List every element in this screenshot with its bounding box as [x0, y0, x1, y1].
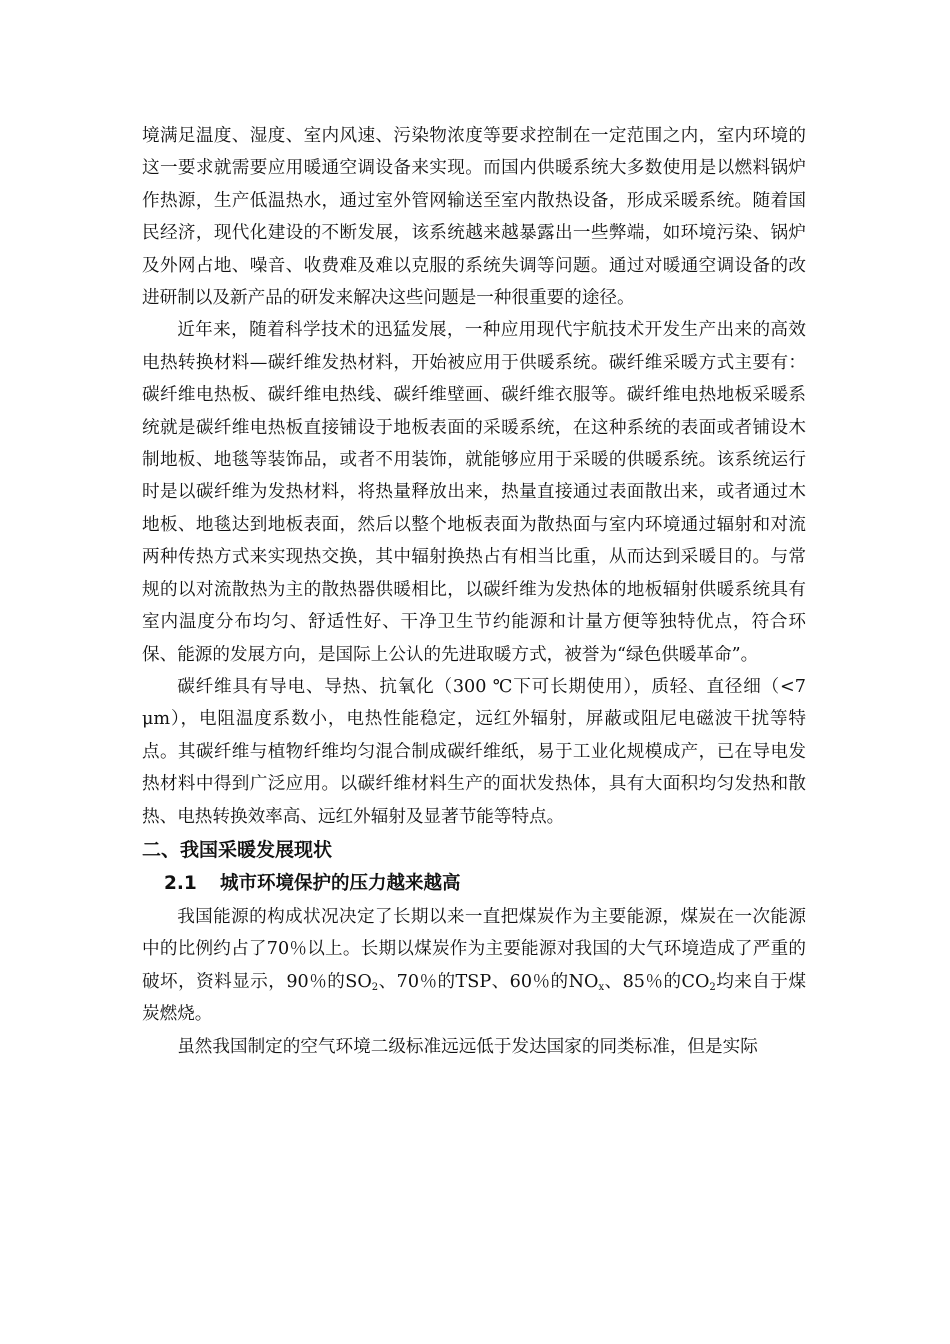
paragraph-hvac-intro-continued: 境满足温度、湿度、室内风速、污染物浓度等要求控制在一定范围之内，室内环境的这一要求就需要应用暖通空调设备来实现。而国内供暖系统大多数使用是以燃料锅炉作热源，生产低温热水，通过室外管网输送至室内散热设备，形成采暖系统。随着国民经济，现代化建设的不断发展，该系统越来越暴露出一些弊端，如环境污染、锅炉及外网占地、噪音、收费难及难以克服的系统失调等问题。通过对暖通空调设备的改进研制以及新产品的研发来解决这些问题是一种很重要的途径。 — [142, 126, 806, 309]
section-heading: 二、我国采暖发展现状 — [142, 838, 333, 861]
energy-text-part4: 均来自于煤炭燃烧。 — [142, 971, 806, 1025]
so2-subscript: 2 — [371, 981, 379, 993]
energy-text-part1: 我国能源的构成状况决定了长期以来一直把煤炭作为主要能源，煤炭在一次能源中的比例约占了70％以上。长期以煤炭作为主要能源对我国的大气环境造成了严重的破坏，资料显示，90％的SO — [142, 906, 806, 992]
document-page — [142, 120, 806, 1063]
subsection-number: 2.1 — [164, 872, 197, 894]
energy-text-part3: 、85％的CO — [604, 971, 710, 992]
paragraph-air-standard: 虽然我国制定的空气环境二级标准远远低于发达国家的同类标准，但是实际 — [177, 1036, 758, 1057]
paragraph-carbon-fiber-heating: 近年来，随着科学技术的迅猛发展，一种应用现代宇航技术开发生产出来的高效电热转换材料—碳纤维发热材料，开始被应用于供暖系统。碳纤维采暖方式主要有：碳纤维电热板、碳纤维电热线、碳纤维壁画、碳纤维衣服等。碳纤维电热地板采暖系统就是碳纤维电热板直接铺设于地板表面的采暖系统，在这种系统的表面或者铺设木制地板、地毯等装饰品，或者不用装饰，就能够应用于采暖的供暖系统。该系统运行时是以碳纤维为发热材料，将热量释放出来，热量直接通过表面散出来，或者通过木地板、地毯达到地板表面，然后以整个地板表面为散热面与室内环境通过辐射和对流两种传热方式来实现热交换，其中辐射换热占有相当比重，从而达到采暖目的。与常规的以对流散热为主的散热器供暖相比，以碳纤维为发热体的地板辐射供暖系统具有室内温度分布均匀、舒适性好、干净卫生节约能源和计量方便等独特优点，符合环保、能源的发展方向，是国际上公认的先进取暖方式，被誉为“绿色供暖革命”。 — [142, 320, 806, 665]
paragraph-energy-structure — [142, 901, 806, 1031]
subsection-title: 城市环境保护的压力越来越高 — [220, 872, 461, 894]
energy-text-part2: 、70％的TSP、60％的NO — [378, 971, 599, 992]
subsection-heading — [142, 867, 806, 901]
co2-subscript: 2 — [709, 981, 716, 993]
nox-subscript: x — [598, 981, 605, 993]
paragraph-carbon-fiber-properties: 碳纤维具有导电、导热、抗氧化（300 ℃下可长期使用），质轻、直径细（<7 μm），电阻温度系数小，电热性能稳定，远红外辐射，屏蔽或阻尼电磁波干扰等特点。其碳纤维与植物纤维均匀混合制成碳纤维纸，易于工业化规模成产，已在导电发热材料中得到广泛应用。以碳纤维材料生产的面状发热体，具有大面积均匀发热和散热、电热转换效率高、远红外辐射及显著节能等特点。 — [142, 676, 806, 827]
